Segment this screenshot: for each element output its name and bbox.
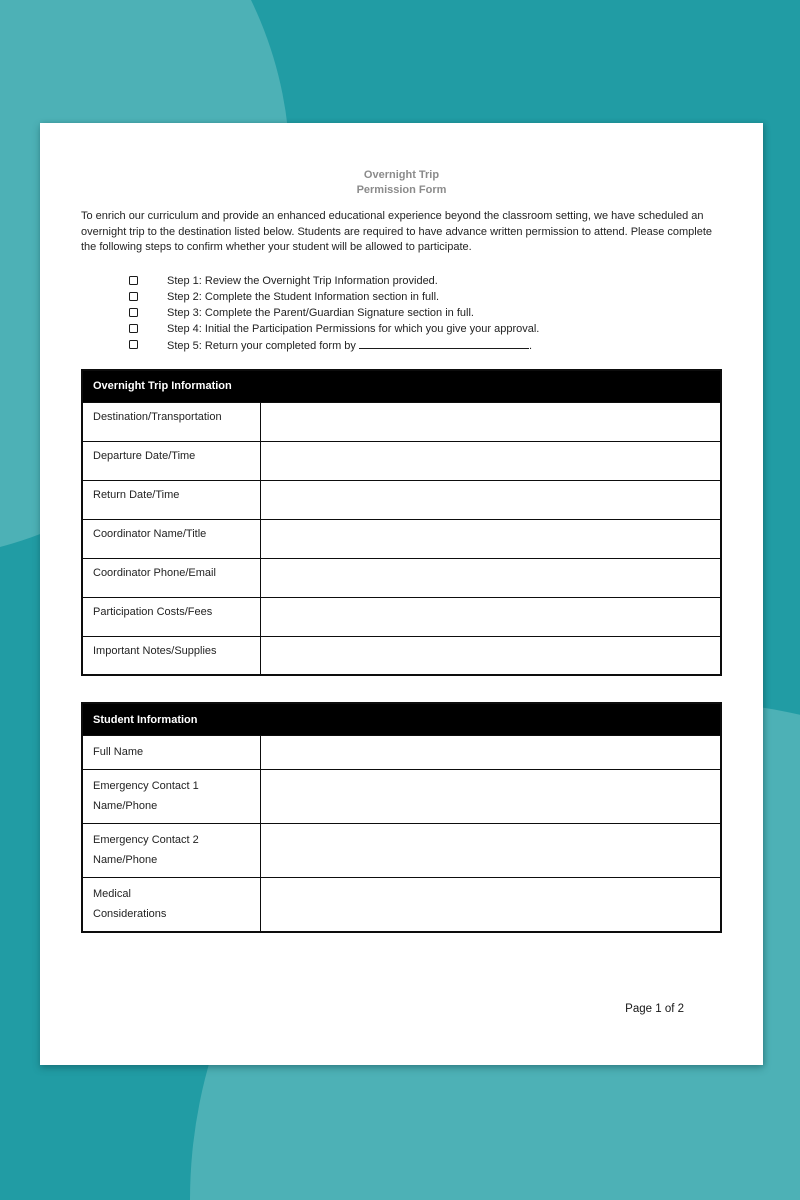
intro-paragraph: To enrich our curriculum and provide an enhanced educational experience beyond the classroom setting, we have scheduled an overnight trip to the destination listed below. Students are required to have advance written permission to attend. Please complete the following steps to confirm whether your student will be allowed to participate. [81,210,713,253]
row-label-line: Destination/Transportation [93,410,222,423]
step-text-label: Step 3: Complete the Parent/Guardian Signature section in full. [167,306,474,319]
table-section-header: Overnight Trip Information [82,370,721,403]
row-value-cell-empty [260,480,721,519]
step-text [167,338,532,352]
row-label-line: Emergency Contact 2 [93,833,199,846]
table-row [82,402,721,441]
table-section-header: Student Information [82,703,721,736]
form-title-line2: Permission Form [356,184,447,196]
row-label-cell [82,402,260,441]
row-label-line: Important Notes/Supplies [93,644,217,657]
row-value-cell-empty [260,736,721,770]
step-text-label: Step 2: Complete the Student Information section in full. [167,290,440,303]
row-value-cell-empty [260,823,721,877]
fill-in-blank-line [359,338,529,349]
step-text [167,291,439,303]
step-item-5 [81,337,722,353]
step-item-1 [81,273,722,289]
table-row [82,597,721,636]
step-text-label: Step 5: Return your completed form by [167,339,356,352]
row-label-line: Full Name [93,746,144,758]
row-value-cell-empty [260,441,721,480]
table-row [82,736,721,770]
table-row [82,519,721,558]
row-value-cell-empty [260,597,721,636]
row-label-cell [82,823,260,877]
step-text [167,275,438,287]
checkbox-icon [129,292,138,301]
page-number: Page 1 of 2 [625,1003,684,1015]
row-label-cell [82,736,260,770]
table-row [82,823,721,877]
step-text [167,323,539,335]
form-title-line1: Overnight Trip [363,169,440,181]
row-label-cell [82,769,260,823]
row-value-cell-empty [260,636,721,675]
table-row [82,636,721,675]
step-text-label: Step 1: Review the Overnight Trip Information provided. [167,274,438,287]
row-label-line: Coordinator Phone/Email [93,566,216,579]
step-text [167,307,474,319]
table-row [82,877,721,932]
row-label-line: Name/Phone [93,854,158,866]
row-value-cell-empty [260,402,721,441]
row-value-cell-empty [260,877,721,932]
step-item-4 [81,321,722,337]
row-label-line: Participation Costs/Fees [93,605,213,618]
row-label-cell [82,480,260,519]
step-text-suffix: . [528,339,532,352]
row-label-cell [82,597,260,636]
row-label-line: Medical [93,887,131,900]
row-label-cell [82,636,260,675]
row-label-line: Departure Date/Time [93,449,196,462]
checkbox-icon [129,276,138,285]
row-label-line: Name/Phone [93,800,158,812]
row-label-line: Considerations [93,908,167,920]
overnight-trip-information-table [81,369,722,677]
row-label-line: Coordinator Name/Title [93,527,207,540]
row-value-cell-empty [260,769,721,823]
table-row [82,558,721,597]
table-row [82,441,721,480]
student-information-table [81,702,722,933]
table-row [82,769,721,823]
row-label-cell [82,558,260,597]
step-item-2 [81,289,722,305]
row-value-cell-empty [260,558,721,597]
row-label-cell [82,441,260,480]
row-label-cell [82,877,260,932]
row-value-cell-empty [260,519,721,558]
step-text-label: Step 4: Initial the Participation Permissions for which you give your approval. [167,322,540,335]
row-label-line: Emergency Contact 1 [93,779,199,792]
document-page [40,123,763,1065]
checkbox-icon [129,324,138,333]
step-item-3 [81,305,722,321]
row-label-cell [82,519,260,558]
steps-checklist [81,273,722,353]
checkbox-icon [129,340,138,349]
checkbox-icon [129,308,138,317]
row-label-line: Return Date/Time [93,488,180,501]
form-title [81,168,722,198]
table-row [82,480,721,519]
